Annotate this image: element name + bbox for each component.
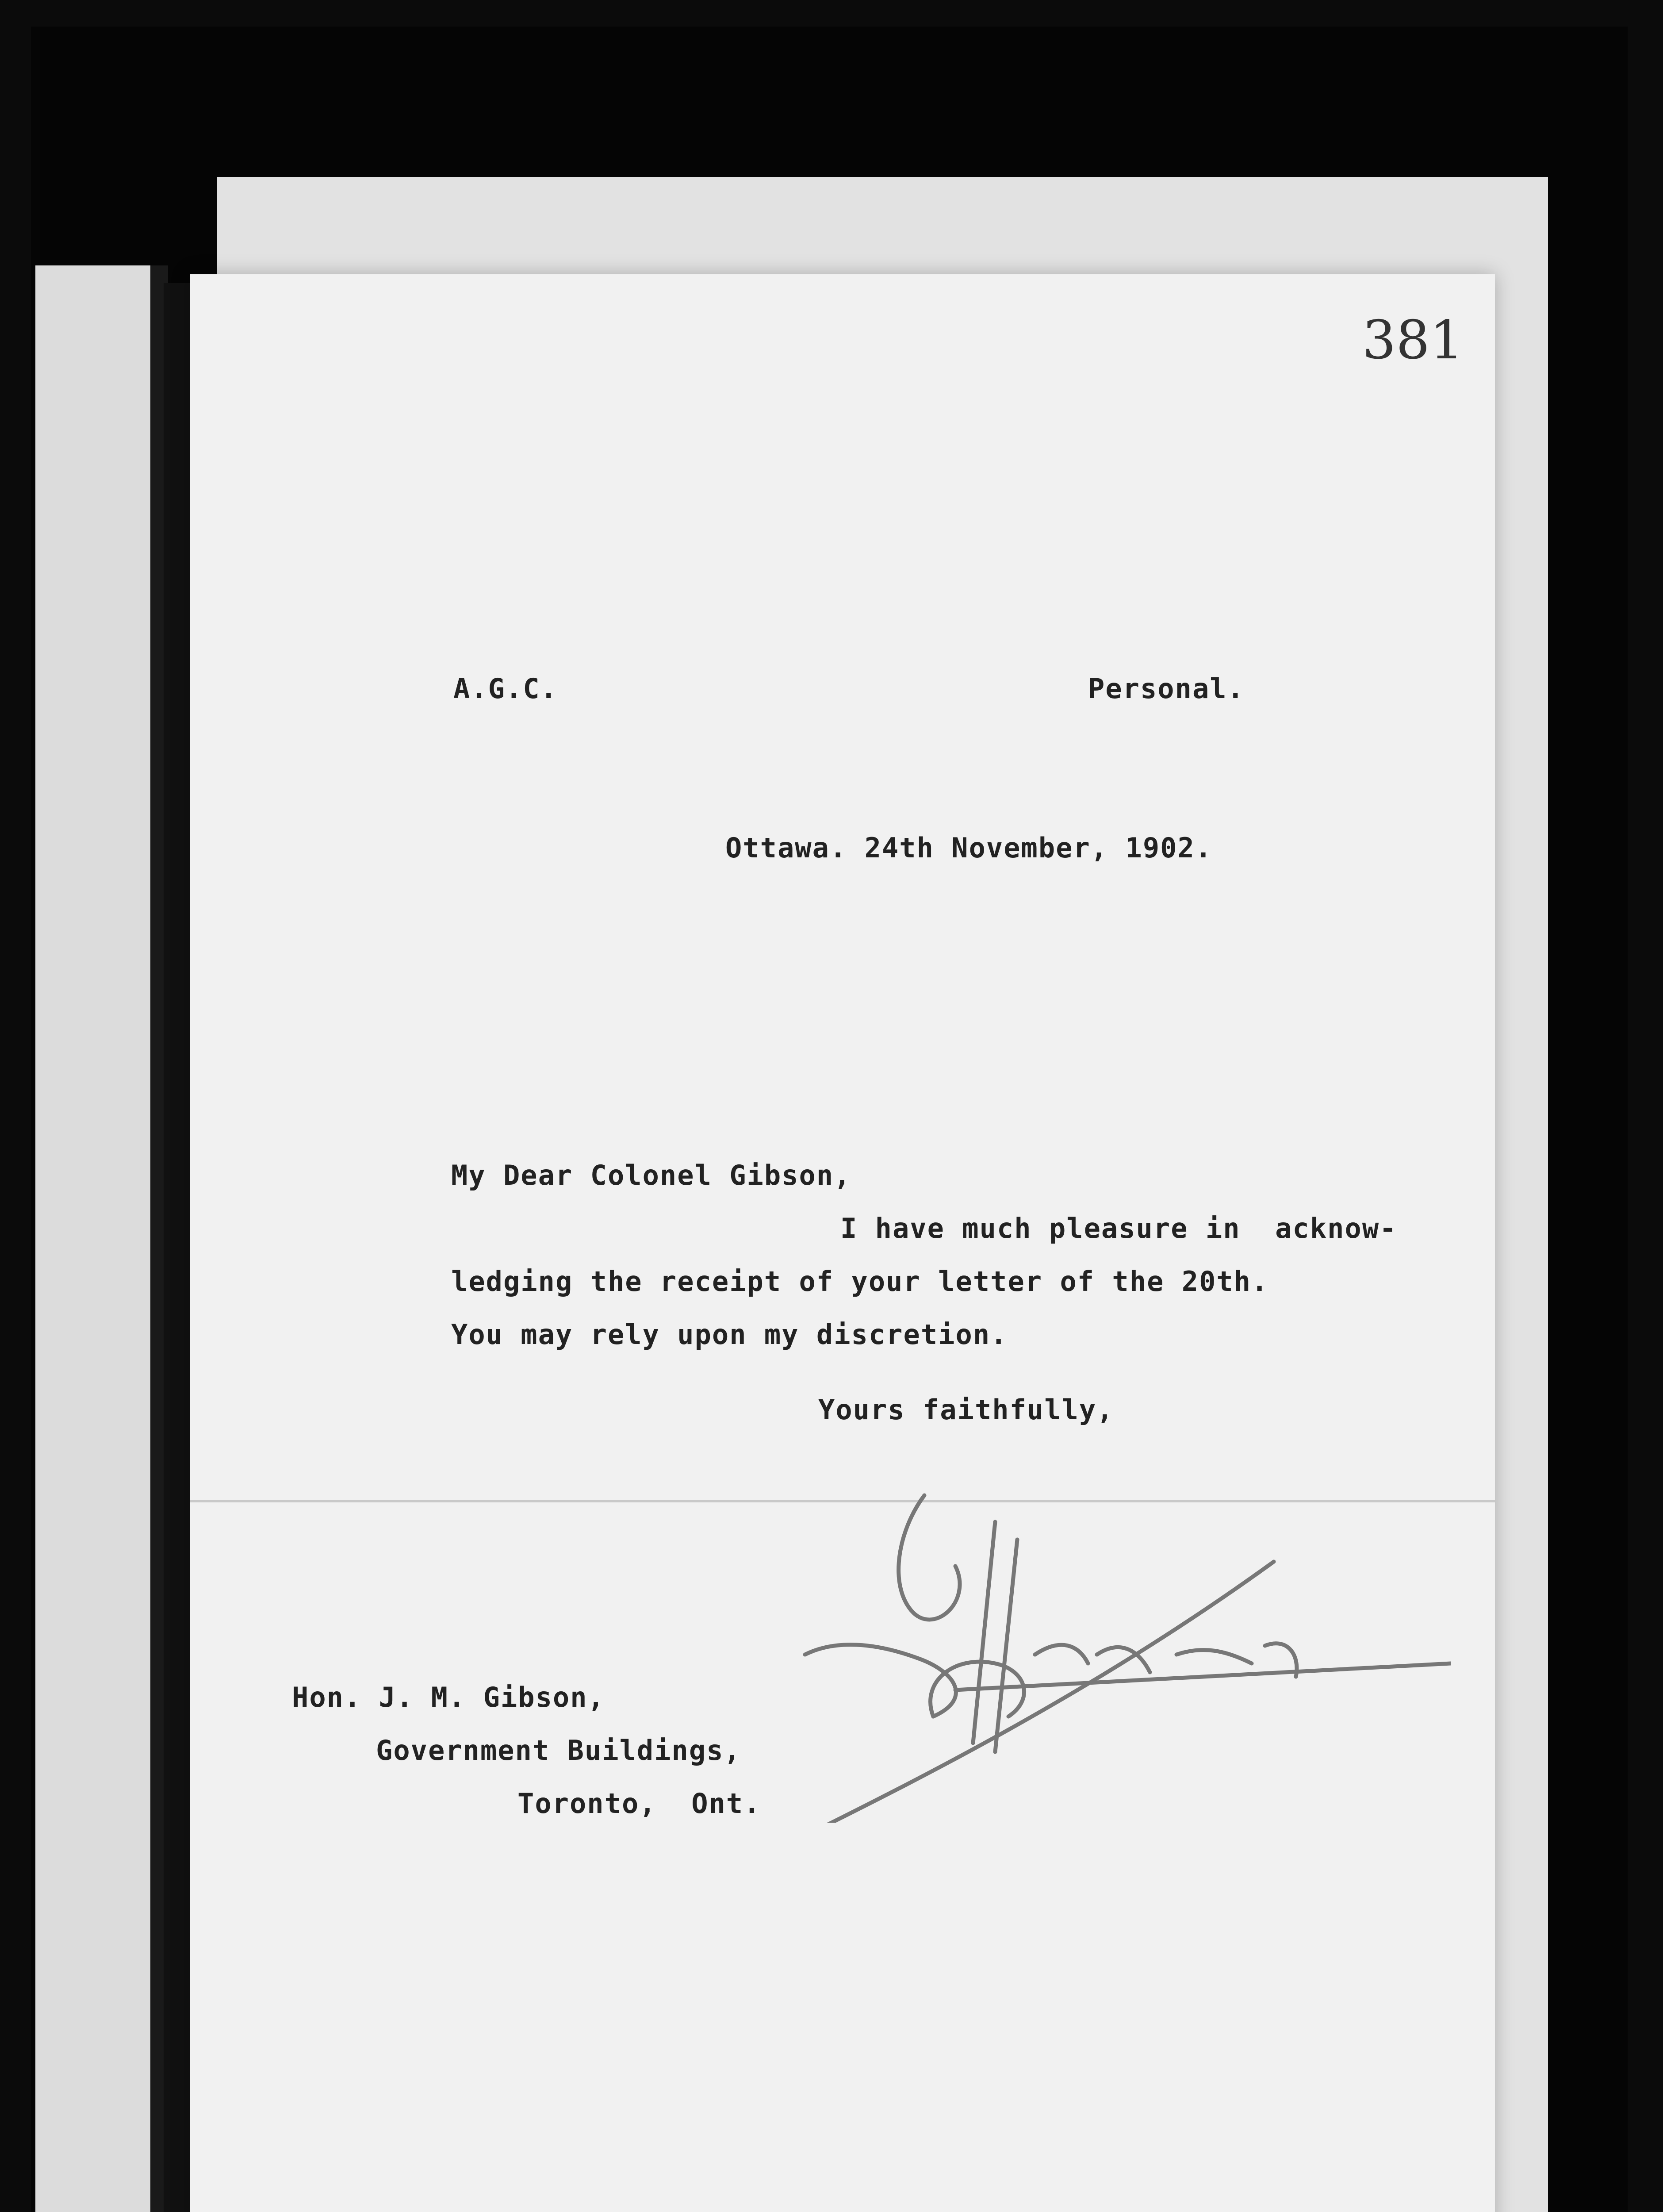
salutation: My Dear Colonel Gibson, (451, 1159, 851, 1191)
page-number: 381 (1362, 310, 1464, 371)
recipient-address: Government Buildings, (376, 1734, 741, 1767)
body-line: I have much pleasure in acknow- (840, 1212, 1397, 1244)
binding-shadow (164, 283, 190, 2212)
folded-page-edge (35, 265, 168, 2212)
handwritten-signature (787, 1469, 1451, 1823)
closing: Yours faithfully, (818, 1394, 1114, 1426)
dateline: Ottawa. 24th November, 1902. (725, 832, 1213, 864)
recipient-city: Toronto, Ont. (517, 1787, 761, 1820)
body-line: ledging the receipt of your letter of the 20th. (451, 1265, 1269, 1298)
reference-code: A.G.C. (453, 672, 558, 705)
personal-marking: Personal. (1088, 672, 1245, 705)
body-line: You may rely upon my discretion. (451, 1318, 1008, 1351)
recipient-name: Hon. J. M. Gibson, (292, 1681, 605, 1713)
